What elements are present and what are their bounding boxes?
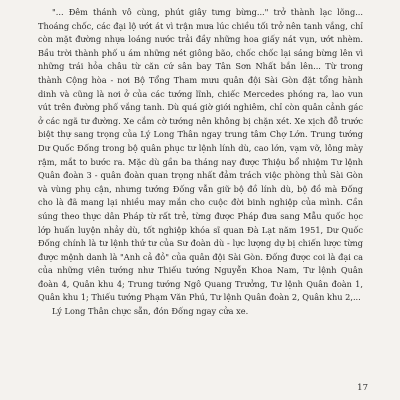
paragraph-1: "... Đêm thánh vô cùng, phút giây tưng bừng..." trở thành lạc lõng... Thoáng chốc, các đại lộ ướt át vì trận mưa lúc chiều tối trở nên tanh vắng, chỉ còn mặt đường nhựa loáng nước trải đầy những hoa giấy nát vụn, ướt nhèm. Bầu trời thành phố u ám những nét giông bão, chốc chốc lại sáng bừng lên vì những trái hỏa châu từ căn cứ sân bay Tân Sơn Nhất bắn lên... Từ trong thành Cộng hòa - nơi Bộ Tổng Tham mưu quân đội Sài Gòn đặt tổng hành dinh và cũng là nơi ở của các tướng lĩnh, chiếc Mercedes phóng ra, lao vun vút trên đường phố vắng tanh. Dù quá giờ giới nghiêm, chỉ còn quân cảnh gác ở các ngã tư đường. Xe cắm cờ tướng nên không bị chặn xét. Xe xịch đỗ trước biệt thự sang trọng của Lý Long Thân ngay trung tâm Chợ Lớn. Trung tướng Dư Quốc Đống trong bộ quân phục tư lệnh lính dù, cao lớn, vạm vỡ, lông mày rậm, mắt to bước ra. Mặc dù gần ba tháng nay được Thiệu bổ nhiệm Tư lệnh Quân đoàn 3 - quân đoàn quan trọng nhất đảm trách việc phòng thủ Sài Gòn và vùng phụ cận, nhưng tướng Đống vẫn giữ bộ đồ lính dù, bộ đồ mà Đống cho là đã mang lại nhiều may mắn cho cuộc đời binh nghiệp của mình. Cần súng theo thực dân Pháp từ rất trẻ, từng được Pháp đưa sang Mẫu quốc học lớp huấn luyện nhảy dù, tốt nghiệp khóa sĩ quan Đà Lạt năm 1951, Dư Quốc Đống chính là tư lệnh thứ tư của Sư đoàn dù - lực lượng dự bị chiến lược từng được mệnh danh là "Anh cả đỏ" của quân đội Sài Gòn. Đống được coi là đại ca của những viên tướng như Thiếu tướng Nguyễn Khoa Nam, Tư lệnh Quân đoàn 4, Quân khu 4; Trung tướng Ngô Quang Trưởng, Tư lệnh Quân đoàn 1, Quân khu 1; Thiếu tướng Phạm Văn Phú, Tư lệnh Quân đoàn 2, Quân khu 2,... bbox=[38, 7, 363, 303]
body-text bbox=[38, 6, 363, 319]
page-number: 17 bbox=[357, 383, 368, 393]
paragraph-2: Lý Long Thân chực sẵn, đón Đống ngay cửa xe. bbox=[52, 306, 249, 317]
